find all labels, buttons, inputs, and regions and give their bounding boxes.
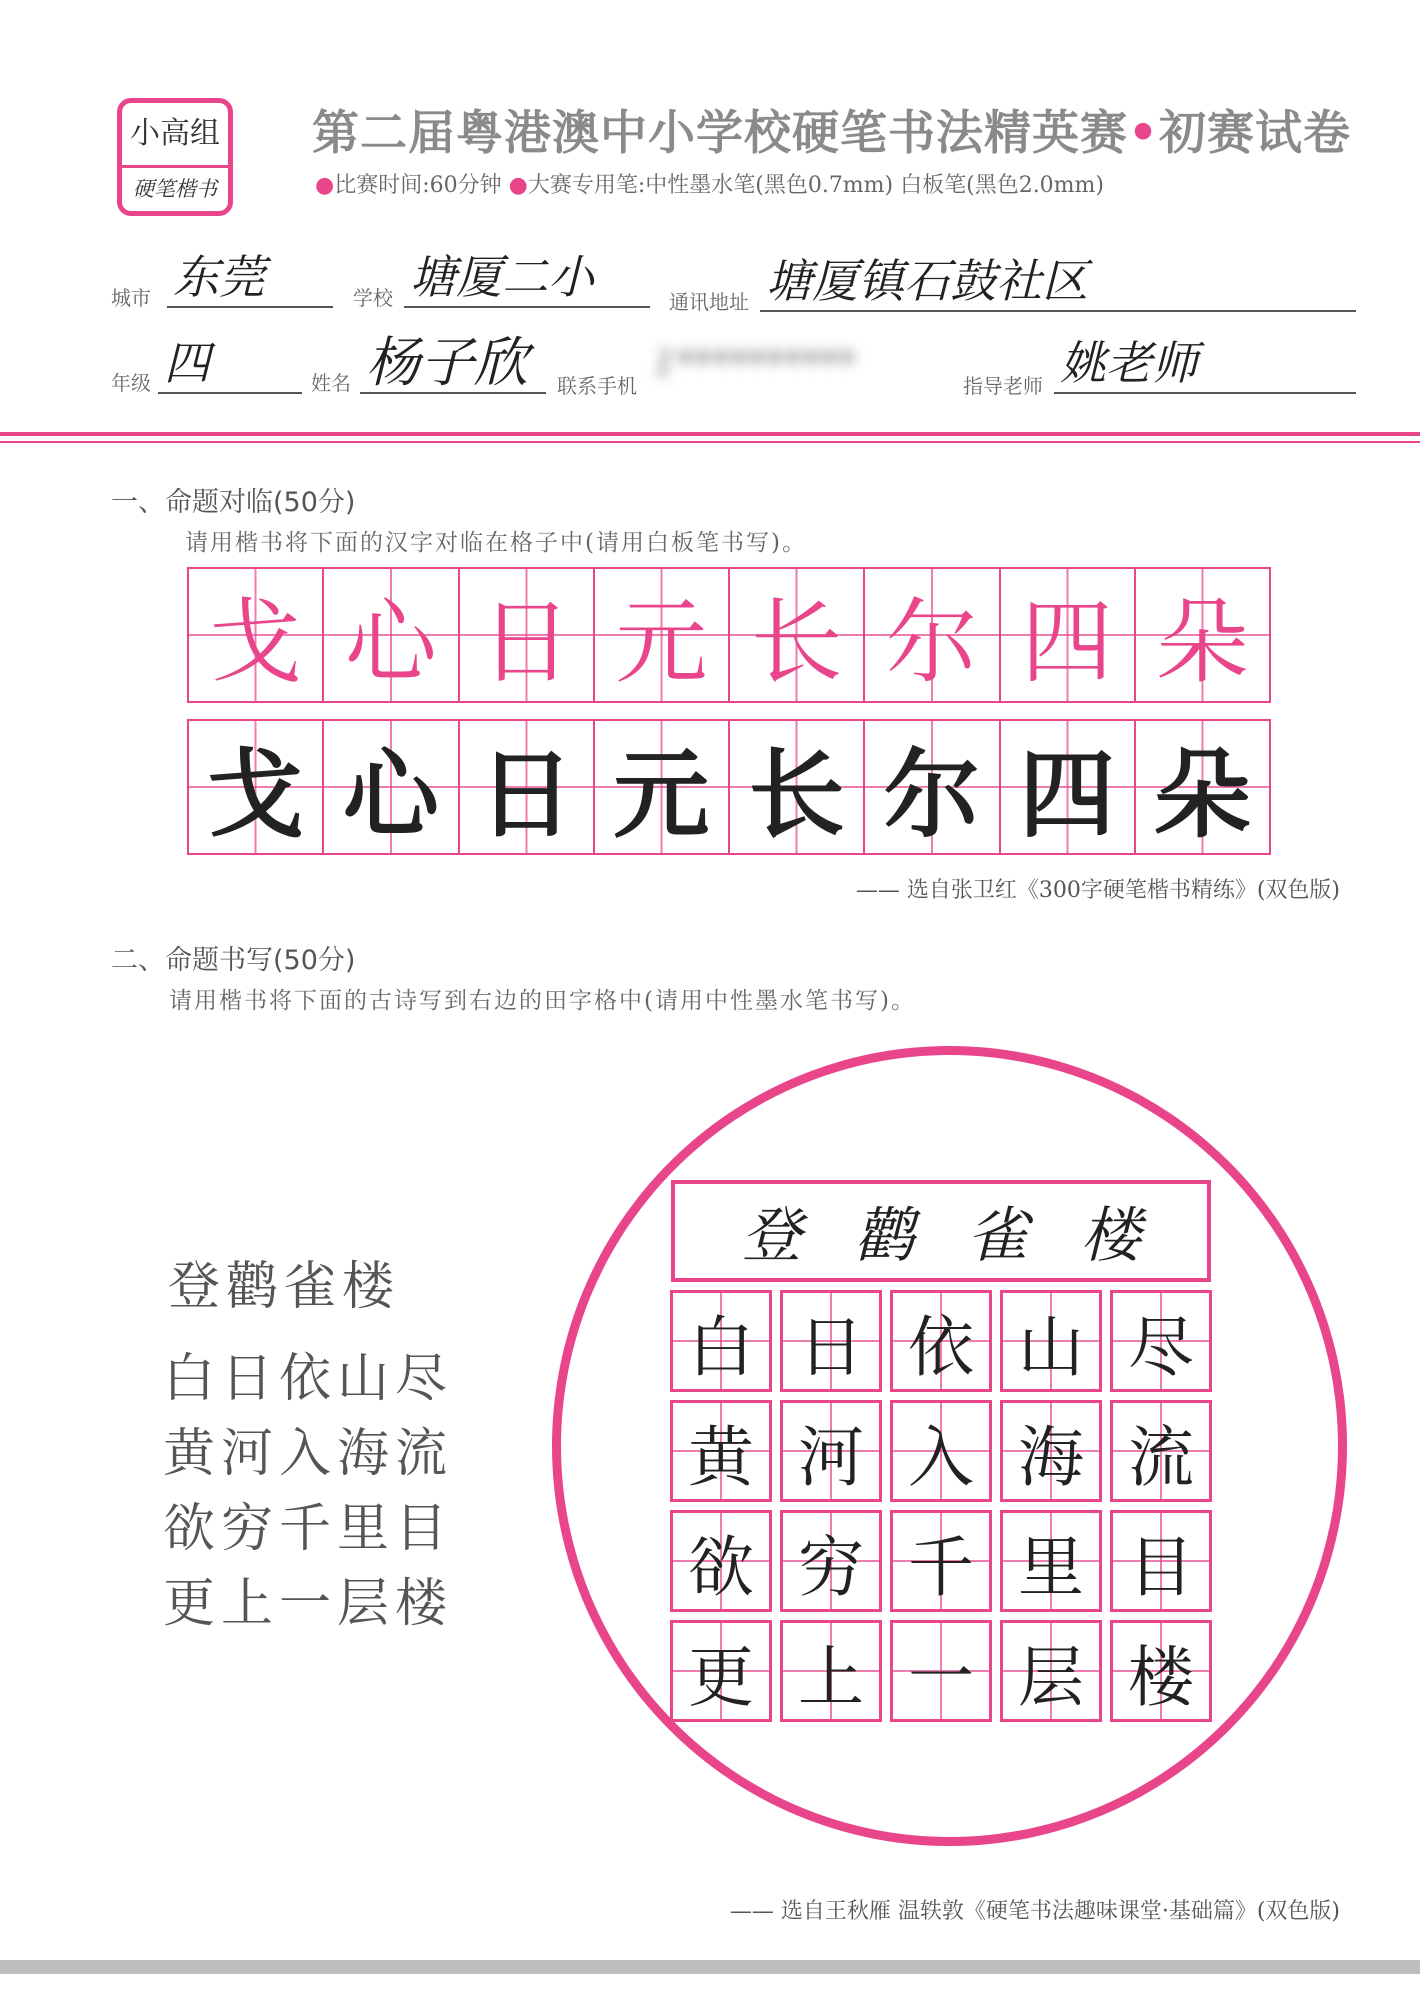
exam-pen: 大赛专用笔:中性墨水笔(黑色0.7mm) 白板笔(黑色2.0mm) bbox=[527, 173, 1104, 198]
poem-line: 黄河入海流 bbox=[163, 1424, 454, 1484]
written-title-char: 登 bbox=[741, 1201, 802, 1271]
header-divider-thin bbox=[0, 441, 1420, 443]
written-char: 心 bbox=[342, 738, 439, 851]
written-title-char: 雀 bbox=[967, 1201, 1028, 1271]
written-char: 朵 bbox=[1154, 738, 1251, 851]
written-char: 长 bbox=[748, 738, 845, 851]
grid-cell[interactable]: 更 bbox=[670, 1620, 772, 1722]
written-title-char: 楼 bbox=[1080, 1201, 1141, 1271]
footer-band bbox=[0, 1960, 1420, 1974]
bullet-icon: ● bbox=[508, 173, 528, 198]
grid-cell[interactable]: 欲 bbox=[670, 1510, 772, 1612]
model-char-cell bbox=[460, 569, 595, 701]
grid-cell[interactable]: 目 bbox=[1110, 1510, 1212, 1612]
grid-cell[interactable]: 楼 bbox=[1110, 1620, 1212, 1722]
model-char-cell bbox=[1001, 569, 1136, 701]
model-char: 日 bbox=[480, 589, 573, 696]
written-title-char: 鹳 bbox=[854, 1201, 915, 1271]
phone-label: 联系手机 bbox=[557, 374, 637, 398]
poem-line: 更上一层楼 bbox=[163, 1574, 454, 1634]
grid-cell[interactable]: 白 bbox=[670, 1290, 772, 1392]
written-char-cell[interactable] bbox=[1001, 721, 1136, 853]
grid-cell[interactable]: 一 bbox=[890, 1620, 992, 1722]
grade-label: 年级 bbox=[111, 371, 151, 395]
model-char: 戈 bbox=[209, 589, 302, 696]
name-label: 姓名 bbox=[311, 371, 351, 395]
model-char: 四 bbox=[1021, 589, 1114, 696]
grid-cell[interactable]: 黄 bbox=[670, 1400, 772, 1502]
written-char-cell[interactable] bbox=[460, 721, 595, 853]
model-char: 尔 bbox=[885, 589, 978, 696]
grid-cell[interactable]: 流 bbox=[1110, 1400, 1212, 1502]
section1-heading: 一、命题对临(50分) bbox=[111, 487, 356, 518]
grid-cell[interactable]: 千 bbox=[890, 1510, 992, 1612]
section2-heading: 二、命题书写(50分) bbox=[111, 945, 356, 976]
address-label: 通讯地址 bbox=[669, 290, 749, 314]
group-badge bbox=[117, 98, 233, 216]
page-title bbox=[312, 96, 1351, 163]
model-char: 朵 bbox=[1156, 589, 1249, 696]
model-char: 元 bbox=[615, 589, 708, 696]
model-char-cell bbox=[189, 569, 324, 701]
school-label: 学校 bbox=[353, 286, 393, 310]
written-char-cell[interactable] bbox=[865, 721, 1000, 853]
grid-cell[interactable]: 上 bbox=[780, 1620, 882, 1722]
header-divider bbox=[0, 432, 1420, 436]
model-char: 长 bbox=[750, 589, 843, 696]
badge-group-label: 小高组 bbox=[122, 103, 228, 168]
bullet-icon: ● bbox=[315, 173, 335, 198]
model-char-cell bbox=[1136, 569, 1269, 701]
written-title-box[interactable] bbox=[671, 1180, 1211, 1282]
city-label: 城市 bbox=[111, 286, 151, 310]
title-main: 第二届粤港澳中小学校硬笔书法精英赛 bbox=[312, 106, 1128, 161]
grid-cell[interactable]: 层 bbox=[1000, 1620, 1102, 1722]
written-char: 四 bbox=[1019, 738, 1116, 851]
written-char: 尔 bbox=[883, 738, 980, 851]
written-char: 元 bbox=[613, 738, 710, 851]
poem-line: 欲穷千里目 bbox=[163, 1499, 454, 1559]
grid-cell[interactable]: 日 bbox=[780, 1290, 882, 1392]
written-char-cell[interactable] bbox=[595, 721, 730, 853]
written-char-row[interactable] bbox=[187, 719, 1271, 855]
grid-cell[interactable]: 山 bbox=[1000, 1290, 1102, 1392]
poem-title: 登鹳雀楼 bbox=[168, 1257, 401, 1317]
teacher-label: 指导老师 bbox=[963, 374, 1043, 398]
written-char-cell[interactable] bbox=[189, 721, 324, 853]
grid-cell[interactable]: 依 bbox=[890, 1290, 992, 1392]
exam-time: 比赛时间:60分钟 bbox=[334, 173, 502, 198]
phone-value-blurred: 1********** bbox=[653, 344, 856, 385]
exam-info bbox=[315, 168, 1104, 199]
model-char-cell bbox=[595, 569, 730, 701]
grid-cell[interactable]: 里 bbox=[1000, 1510, 1102, 1612]
grid-cell[interactable]: 穷 bbox=[780, 1510, 882, 1612]
model-char-cell bbox=[730, 569, 865, 701]
grid-cell[interactable]: 海 bbox=[1000, 1400, 1102, 1502]
grid-cell[interactable]: 入 bbox=[890, 1400, 992, 1502]
city-field[interactable]: 东莞 bbox=[167, 248, 333, 308]
section1-source: —— 选自张卫红《300字硬笔楷书精练》(双色版) bbox=[855, 878, 1340, 903]
title-tail: 初赛试卷 bbox=[1159, 106, 1352, 161]
teacher-field[interactable]: 姚老师 bbox=[1054, 334, 1356, 394]
model-char: 心 bbox=[344, 589, 437, 696]
written-char-cell[interactable] bbox=[730, 721, 865, 853]
section1-instruction: 请用楷书将下面的汉字对临在格子中(请用白板笔书写)。 bbox=[185, 530, 807, 556]
name-field[interactable]: 杨子欣 bbox=[360, 334, 546, 394]
model-char-cell bbox=[865, 569, 1000, 701]
model-char-row bbox=[187, 567, 1271, 703]
section2-source: —— 选自王秋雁 温轶敦《硬笔书法趣味课堂·基础篇》(双色版) bbox=[729, 1899, 1340, 1924]
written-char-cell[interactable] bbox=[324, 721, 459, 853]
grid-cell[interactable]: 河 bbox=[780, 1400, 882, 1502]
grade-field[interactable]: 四 bbox=[158, 334, 302, 394]
written-char-cell[interactable] bbox=[1136, 721, 1269, 853]
written-char: 日 bbox=[478, 738, 575, 851]
grid-cell[interactable]: 尽 bbox=[1110, 1290, 1212, 1392]
section2-instruction: 请用楷书将下面的古诗写到右边的田字格中(请用中性墨水笔书写)。 bbox=[169, 988, 916, 1014]
tianzige-grid[interactable] bbox=[670, 1290, 1212, 1722]
model-char-cell bbox=[324, 569, 459, 701]
badge-category-label: 硬笔楷书 bbox=[133, 177, 217, 201]
phone-field[interactable] bbox=[647, 336, 949, 394]
poem-line: 白日依山尽 bbox=[163, 1349, 454, 1409]
address-field[interactable]: 塘厦镇石鼓社区 bbox=[760, 252, 1356, 312]
written-char: 戈 bbox=[207, 738, 304, 851]
school-field[interactable]: 塘厦二小 bbox=[404, 248, 650, 308]
title-dot: • bbox=[1128, 106, 1160, 161]
